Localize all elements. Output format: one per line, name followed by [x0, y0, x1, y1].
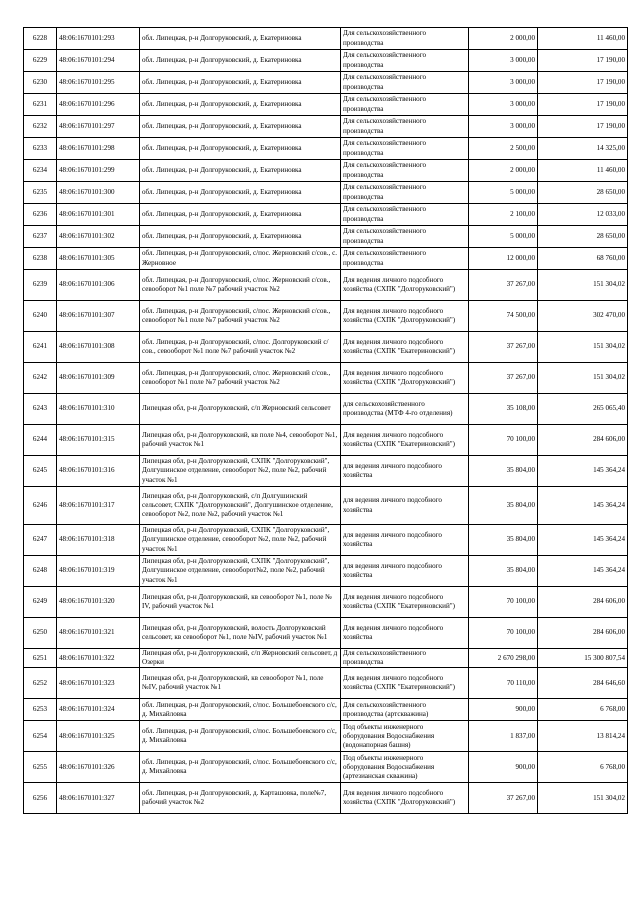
plot-area-cell: 2 100,00 [469, 204, 538, 226]
plot-area-cell: 5 000,00 [469, 226, 538, 248]
permitted-use-cell: для ведения личного подсобного хозяйства [341, 456, 469, 487]
cadastral-value-cell: 284 606,00 [538, 425, 628, 456]
table-row [24, 456, 628, 487]
cadastral-value-cell: 6 768,00 [538, 699, 628, 721]
plot-area-cell: 12 000,00 [469, 248, 538, 270]
permitted-use-cell: Для сельскохозяйственного производства [341, 248, 469, 270]
permitted-use-cell: Для сельскохозяйственного производства (артскважина) [341, 699, 469, 721]
table-row [24, 301, 628, 332]
plot-area-cell: 2 000,00 [469, 28, 538, 50]
cadastral-number-cell: 48:06:1670101:298 [57, 138, 140, 160]
plot-area-cell: 35 804,00 [469, 487, 538, 525]
table-row [24, 270, 628, 301]
plot-area-cell: 1 837,00 [469, 721, 538, 752]
cadastral-number-cell: 48:06:1670101:293 [57, 28, 140, 50]
cadastral-number-cell: 48:06:1670101:320 [57, 587, 140, 618]
row-number-cell: 6237 [24, 226, 57, 248]
permitted-use-cell: Для ведения личного подсобного хозяйства (СХПК "Долгоруковский") [341, 270, 469, 301]
plot-area-cell: 70 100,00 [469, 425, 538, 456]
row-number-cell: 6249 [24, 587, 57, 618]
row-number-cell: 6236 [24, 204, 57, 226]
row-number-cell: 6242 [24, 363, 57, 394]
cadastral-number-cell: 48:06:1670101:327 [57, 783, 140, 814]
cadastral-value-cell: 284 606,00 [538, 618, 628, 649]
plot-address-cell: обл. Липецкая, р-н Долгоруковский, с/пос. Долгоруковский с/сов., севооборот №1 поле №7 рабочий участок №2 [140, 332, 341, 363]
cadastral-number-cell: 48:06:1670101:297 [57, 116, 140, 138]
cadastral-value-cell: 145 364,24 [538, 556, 628, 587]
permitted-use-cell: Для сельскохозяйственного производства [341, 94, 469, 116]
permitted-use-cell: для ведения личного подсобного хозяйства [341, 487, 469, 525]
permitted-use-cell: Для ведения личного подсобного хозяйства (СХПК "Екатериновский") [341, 668, 469, 699]
plot-address-cell: обл. Липецкая, р-н Долгоруковский, с/пос. Жерновский с/сов., севооборот №1 поле №7 рабочий участок №2 [140, 270, 341, 301]
permitted-use-cell: Для сельскохозяйственного производства [341, 50, 469, 72]
row-number-cell: 6228 [24, 28, 57, 50]
cadastral-value-cell: 17 190,00 [538, 94, 628, 116]
table-row [24, 556, 628, 587]
cadastral-number-cell: 48:06:1670101:318 [57, 525, 140, 556]
row-number-cell: 6254 [24, 721, 57, 752]
cadastral-value-cell: 302 470,00 [538, 301, 628, 332]
table-row [24, 116, 628, 138]
land-plots-table [23, 27, 628, 814]
plot-address-cell: обл. Липецкая, р-н Долгоруковский, д. Екатериновка [140, 226, 341, 248]
plot-address-cell: Липецкая обл, р-н Долгоруковский, с/п Жерновский сельсовет [140, 394, 341, 425]
row-number-cell: 6238 [24, 248, 57, 270]
permitted-use-cell: Для сельскохозяйственного производства [341, 116, 469, 138]
table-row [24, 138, 628, 160]
plot-address-cell: обл. Липецкая, р-н Долгоруковский, с/пос. Большебоевского с/с, д. Михайловка [140, 699, 341, 721]
plot-address-cell: обл. Липецкая, р-н Долгоруковский, д. Екатериновка [140, 50, 341, 72]
cadastral-number-cell: 48:06:1670101:294 [57, 50, 140, 72]
cadastral-number-cell: 48:06:1670101:306 [57, 270, 140, 301]
table-row [24, 425, 628, 456]
cadastral-value-cell: 6 768,00 [538, 752, 628, 783]
table-row [24, 50, 628, 72]
permitted-use-cell: Для сельскохозяйственного производства [341, 28, 469, 50]
plot-address-cell: обл. Липецкая, р-н Долгоруковский, с/пос. Большебоевского с/с, д. Михайловка [140, 752, 341, 783]
plot-area-cell: 5 000,00 [469, 182, 538, 204]
cadastral-value-cell: 17 190,00 [538, 116, 628, 138]
row-number-cell: 6233 [24, 138, 57, 160]
permitted-use-cell: для ведения личного подсобного хозяйства [341, 556, 469, 587]
table-row [24, 487, 628, 525]
table-row [24, 668, 628, 699]
cadastral-value-cell: 145 364,24 [538, 487, 628, 525]
row-number-cell: 6244 [24, 425, 57, 456]
plot-area-cell: 35 804,00 [469, 525, 538, 556]
plot-area-cell: 3 000,00 [469, 72, 538, 94]
plot-address-cell: обл. Липецкая, р-н Долгоруковский, д. Екатериновка [140, 182, 341, 204]
permitted-use-cell: Для ведения личного подсобного хозяйства (СХПК "Екатериновский") [341, 587, 469, 618]
plot-address-cell: Липецкая обл, р-н Долгоруковский, СХПК "Долгоруковский", Долгушинское отделение, севооборот №2, поле №2, рабочий участок №1 [140, 456, 341, 487]
plot-area-cell: 70 100,00 [469, 618, 538, 649]
permitted-use-cell: для сельскохозяйственного производства (МТФ 4-го отделения) [341, 394, 469, 425]
cadastral-number-cell: 48:06:1670101:322 [57, 649, 140, 668]
cadastral-value-cell: 28 650,00 [538, 182, 628, 204]
row-number-cell: 6232 [24, 116, 57, 138]
table-row [24, 525, 628, 556]
table-row [24, 160, 628, 182]
plot-address-cell: обл. Липецкая, р-н Долгоруковский, д. Екатериновка [140, 28, 341, 50]
plot-address-cell: Липецкая обл, р-н Долгоруковский, кв севооборот №1, поле №IV, рабочий участок №1 [140, 668, 341, 699]
row-number-cell: 6251 [24, 649, 57, 668]
cadastral-value-cell: 151 304,02 [538, 270, 628, 301]
permitted-use-cell: для ведения личного подсобного хозяйства [341, 525, 469, 556]
cadastral-value-cell: 284 646,60 [538, 668, 628, 699]
plot-address-cell: обл. Липецкая, р-н Долгоруковский, с/пос. Жерновский с/сов., севооборот №1 поле №7 рабочий участок №2 [140, 301, 341, 332]
table-row [24, 699, 628, 721]
table-row [24, 587, 628, 618]
cadastral-value-cell: 151 304,02 [538, 783, 628, 814]
cadastral-value-cell: 284 606,00 [538, 587, 628, 618]
cadastral-value-cell: 14 325,00 [538, 138, 628, 160]
table-row [24, 94, 628, 116]
plot-address-cell: Липецкая обл, р-н Долгоруковский, кв севооборот №1, поле № IV, рабочий участок №1 [140, 587, 341, 618]
plot-address-cell: обл. Липецкая, р-н Долгоруковский, д. Екатериновка [140, 94, 341, 116]
cadastral-value-cell: 151 304,02 [538, 332, 628, 363]
plot-address-cell: обл. Липецкая, р-н Долгоруковский, д. Екатериновка [140, 204, 341, 226]
plot-area-cell: 2 670 298,00 [469, 649, 538, 668]
plot-area-cell: 37 267,00 [469, 332, 538, 363]
row-number-cell: 6240 [24, 301, 57, 332]
row-number-cell: 6246 [24, 487, 57, 525]
cadastral-value-cell: 11 460,00 [538, 160, 628, 182]
table-row [24, 752, 628, 783]
table-row [24, 72, 628, 94]
plot-address-cell: обл. Липецкая, р-н Долгоруковский, с/пос. Жерновский с/сов., севооборот №1 поле №7 рабочий участок №2 [140, 363, 341, 394]
plot-address-cell: обл. Липецкая, р-н Долгоруковский, д. Карташовка, поле№7, рабочий участок №2 [140, 783, 341, 814]
cadastral-number-cell: 48:06:1670101:319 [57, 556, 140, 587]
plot-area-cell: 37 267,00 [469, 783, 538, 814]
cadastral-number-cell: 48:06:1670101:305 [57, 248, 140, 270]
cadastral-number-cell: 48:06:1670101:316 [57, 456, 140, 487]
plot-area-cell: 74 500,00 [469, 301, 538, 332]
table-row [24, 618, 628, 649]
permitted-use-cell: Для сельскохозяйственного производства [341, 72, 469, 94]
row-number-cell: 6234 [24, 160, 57, 182]
permitted-use-cell: Для сельскохозяйственного производства [341, 226, 469, 248]
table-row [24, 394, 628, 425]
plot-address-cell: Липецкая обл, р-н Долгоруковский, с/п Жерновский сельсовет, д Озерки [140, 649, 341, 668]
table-row [24, 226, 628, 248]
cadastral-value-cell: 28 650,00 [538, 226, 628, 248]
permitted-use-cell: Для сельскохозяйственного производства [341, 204, 469, 226]
cadastral-number-cell: 48:06:1670101:323 [57, 668, 140, 699]
cadastral-value-cell: 13 814,24 [538, 721, 628, 752]
table-row [24, 649, 628, 668]
row-number-cell: 6241 [24, 332, 57, 363]
cadastral-value-cell: 151 304,02 [538, 363, 628, 394]
row-number-cell: 6253 [24, 699, 57, 721]
cadastral-value-cell: 68 760,00 [538, 248, 628, 270]
plot-area-cell: 35 804,00 [469, 456, 538, 487]
plot-area-cell: 2 000,00 [469, 160, 538, 182]
plot-address-cell: обл. Липецкая, р-н Долгоруковский, д. Екатериновка [140, 138, 341, 160]
permitted-use-cell: Под объекты инженерного оборудования Водоснабжения (артезианская скважина) [341, 752, 469, 783]
plot-area-cell: 35 108,00 [469, 394, 538, 425]
table-row [24, 721, 628, 752]
permitted-use-cell: Для сельскохозяйственного производства [341, 160, 469, 182]
plot-area-cell: 3 000,00 [469, 94, 538, 116]
plot-address-cell: обл. Липецкая, р-н Долгоруковский, с/пос. Жерновский с/сов., с. Жерновное [140, 248, 341, 270]
row-number-cell: 6256 [24, 783, 57, 814]
cadastral-number-cell: 48:06:1670101:315 [57, 425, 140, 456]
permitted-use-cell: Под объекты инженерного оборудования Водоснабжения (водонапорная башня) [341, 721, 469, 752]
plot-address-cell: обл. Липецкая, р-н Долгоруковский, д. Екатериновка [140, 72, 341, 94]
table-row [24, 182, 628, 204]
cadastral-value-cell: 145 364,24 [538, 456, 628, 487]
cadastral-value-cell: 15 300 807,54 [538, 649, 628, 668]
permitted-use-cell: Для сельскохозяйственного производства [341, 182, 469, 204]
row-number-cell: 6252 [24, 668, 57, 699]
permitted-use-cell: Для сельскохозяйственного производства [341, 649, 469, 668]
row-number-cell: 6248 [24, 556, 57, 587]
cadastral-number-cell: 48:06:1670101:302 [57, 226, 140, 248]
plot-address-cell: Липецкая обл, р-н Долгоруковский, кв поле №4, севооборот №1, рабочий участок №1 [140, 425, 341, 456]
cadastral-value-cell: 11 460,00 [538, 28, 628, 50]
plot-area-cell: 35 804,00 [469, 556, 538, 587]
plot-area-cell: 900,00 [469, 699, 538, 721]
row-number-cell: 6243 [24, 394, 57, 425]
plot-address-cell: обл. Липецкая, р-н Долгоруковский, с/пос. Большебоевского с/с, д. Михайловка [140, 721, 341, 752]
cadastral-value-cell: 145 364,24 [538, 525, 628, 556]
cadastral-value-cell: 17 190,00 [538, 50, 628, 72]
cadastral-number-cell: 48:06:1670101:326 [57, 752, 140, 783]
cadastral-number-cell: 48:06:1670101:296 [57, 94, 140, 116]
row-number-cell: 6255 [24, 752, 57, 783]
permitted-use-cell: Для ведения личного подсобного хозяйства (СХПК "Долгоруковский") [341, 783, 469, 814]
cadastral-number-cell: 48:06:1670101:299 [57, 160, 140, 182]
cadastral-value-cell: 17 190,00 [538, 72, 628, 94]
plot-area-cell: 2 500,00 [469, 138, 538, 160]
permitted-use-cell: Для ведения личного подсобного хозяйства (СХПК "Екатериновский") [341, 332, 469, 363]
table-row [24, 363, 628, 394]
permitted-use-cell: Для ведения личного подсобного хозяйства (СХПК "Долгоруковский") [341, 363, 469, 394]
plot-area-cell: 900,00 [469, 752, 538, 783]
cadastral-number-cell: 48:06:1670101:310 [57, 394, 140, 425]
plot-area-cell: 3 000,00 [469, 116, 538, 138]
row-number-cell: 6235 [24, 182, 57, 204]
cadastral-value-cell: 12 033,00 [538, 204, 628, 226]
row-number-cell: 6229 [24, 50, 57, 72]
plot-address-cell: обл. Липецкая, р-н Долгоруковский, д. Екатериновка [140, 116, 341, 138]
plot-area-cell: 37 267,00 [469, 270, 538, 301]
row-number-cell: 6230 [24, 72, 57, 94]
permitted-use-cell: Для ведения личного подсобного хозяйства (СХПК "Долгоруковский") [341, 301, 469, 332]
table-row [24, 248, 628, 270]
table-body [24, 28, 628, 814]
cadastral-number-cell: 48:06:1670101:307 [57, 301, 140, 332]
cadastral-number-cell: 48:06:1670101:325 [57, 721, 140, 752]
row-number-cell: 6231 [24, 94, 57, 116]
plot-area-cell: 70 110,00 [469, 668, 538, 699]
plot-area-cell: 3 000,00 [469, 50, 538, 72]
cadastral-value-cell: 265 065,40 [538, 394, 628, 425]
row-number-cell: 6239 [24, 270, 57, 301]
row-number-cell: 6245 [24, 456, 57, 487]
cadastral-number-cell: 48:06:1670101:308 [57, 332, 140, 363]
plot-area-cell: 37 267,00 [469, 363, 538, 394]
cadastral-number-cell: 48:06:1670101:309 [57, 363, 140, 394]
plot-address-cell: Липецкая обл, р-н Долгоруковский, СХПК "Долгоруковский", Долгушинское отделение, севооборот№2, поле №2, рабочий участок №1 [140, 556, 341, 587]
cadastral-number-cell: 48:06:1670101:321 [57, 618, 140, 649]
plot-address-cell: Липецкая обл, р-н Долгоруковский, с/п Долгушинский сельсовет, СХПК "Долгоруковский", Долгушинское отделение, севооборот №2, поле №2, рабочий участок №1 [140, 487, 341, 525]
plot-address-cell: Липецкая обл, р-н Долгоруковский, волость Долгоруковский сельсовет, кв севооборот №1, поле №IV, рабочий участок №1 [140, 618, 341, 649]
table-row [24, 332, 628, 363]
table-row [24, 783, 628, 814]
row-number-cell: 6247 [24, 525, 57, 556]
plot-area-cell: 70 100,00 [469, 587, 538, 618]
table-row [24, 204, 628, 226]
permitted-use-cell: Для сельскохозяйственного производства [341, 138, 469, 160]
permitted-use-cell: Для ведения личного подсобного хозяйства [341, 618, 469, 649]
plot-address-cell: обл. Липецкая, р-н Долгоруковский, д. Екатериновка [140, 160, 341, 182]
plot-address-cell: Липецкая обл, р-н Долгоруковский, СХПК "Долгоруковский", Долгушинское отделение, севооборот №2, поле №2, рабочий участок №1 [140, 525, 341, 556]
table-row [24, 28, 628, 50]
cadastral-number-cell: 48:06:1670101:301 [57, 204, 140, 226]
permitted-use-cell: Для ведения личного подсобного хозяйства (СХПК "Екатериновский") [341, 425, 469, 456]
cadastral-number-cell: 48:06:1670101:295 [57, 72, 140, 94]
cadastral-number-cell: 48:06:1670101:317 [57, 487, 140, 525]
cadastral-number-cell: 48:06:1670101:324 [57, 699, 140, 721]
row-number-cell: 6250 [24, 618, 57, 649]
cadastral-number-cell: 48:06:1670101:300 [57, 182, 140, 204]
